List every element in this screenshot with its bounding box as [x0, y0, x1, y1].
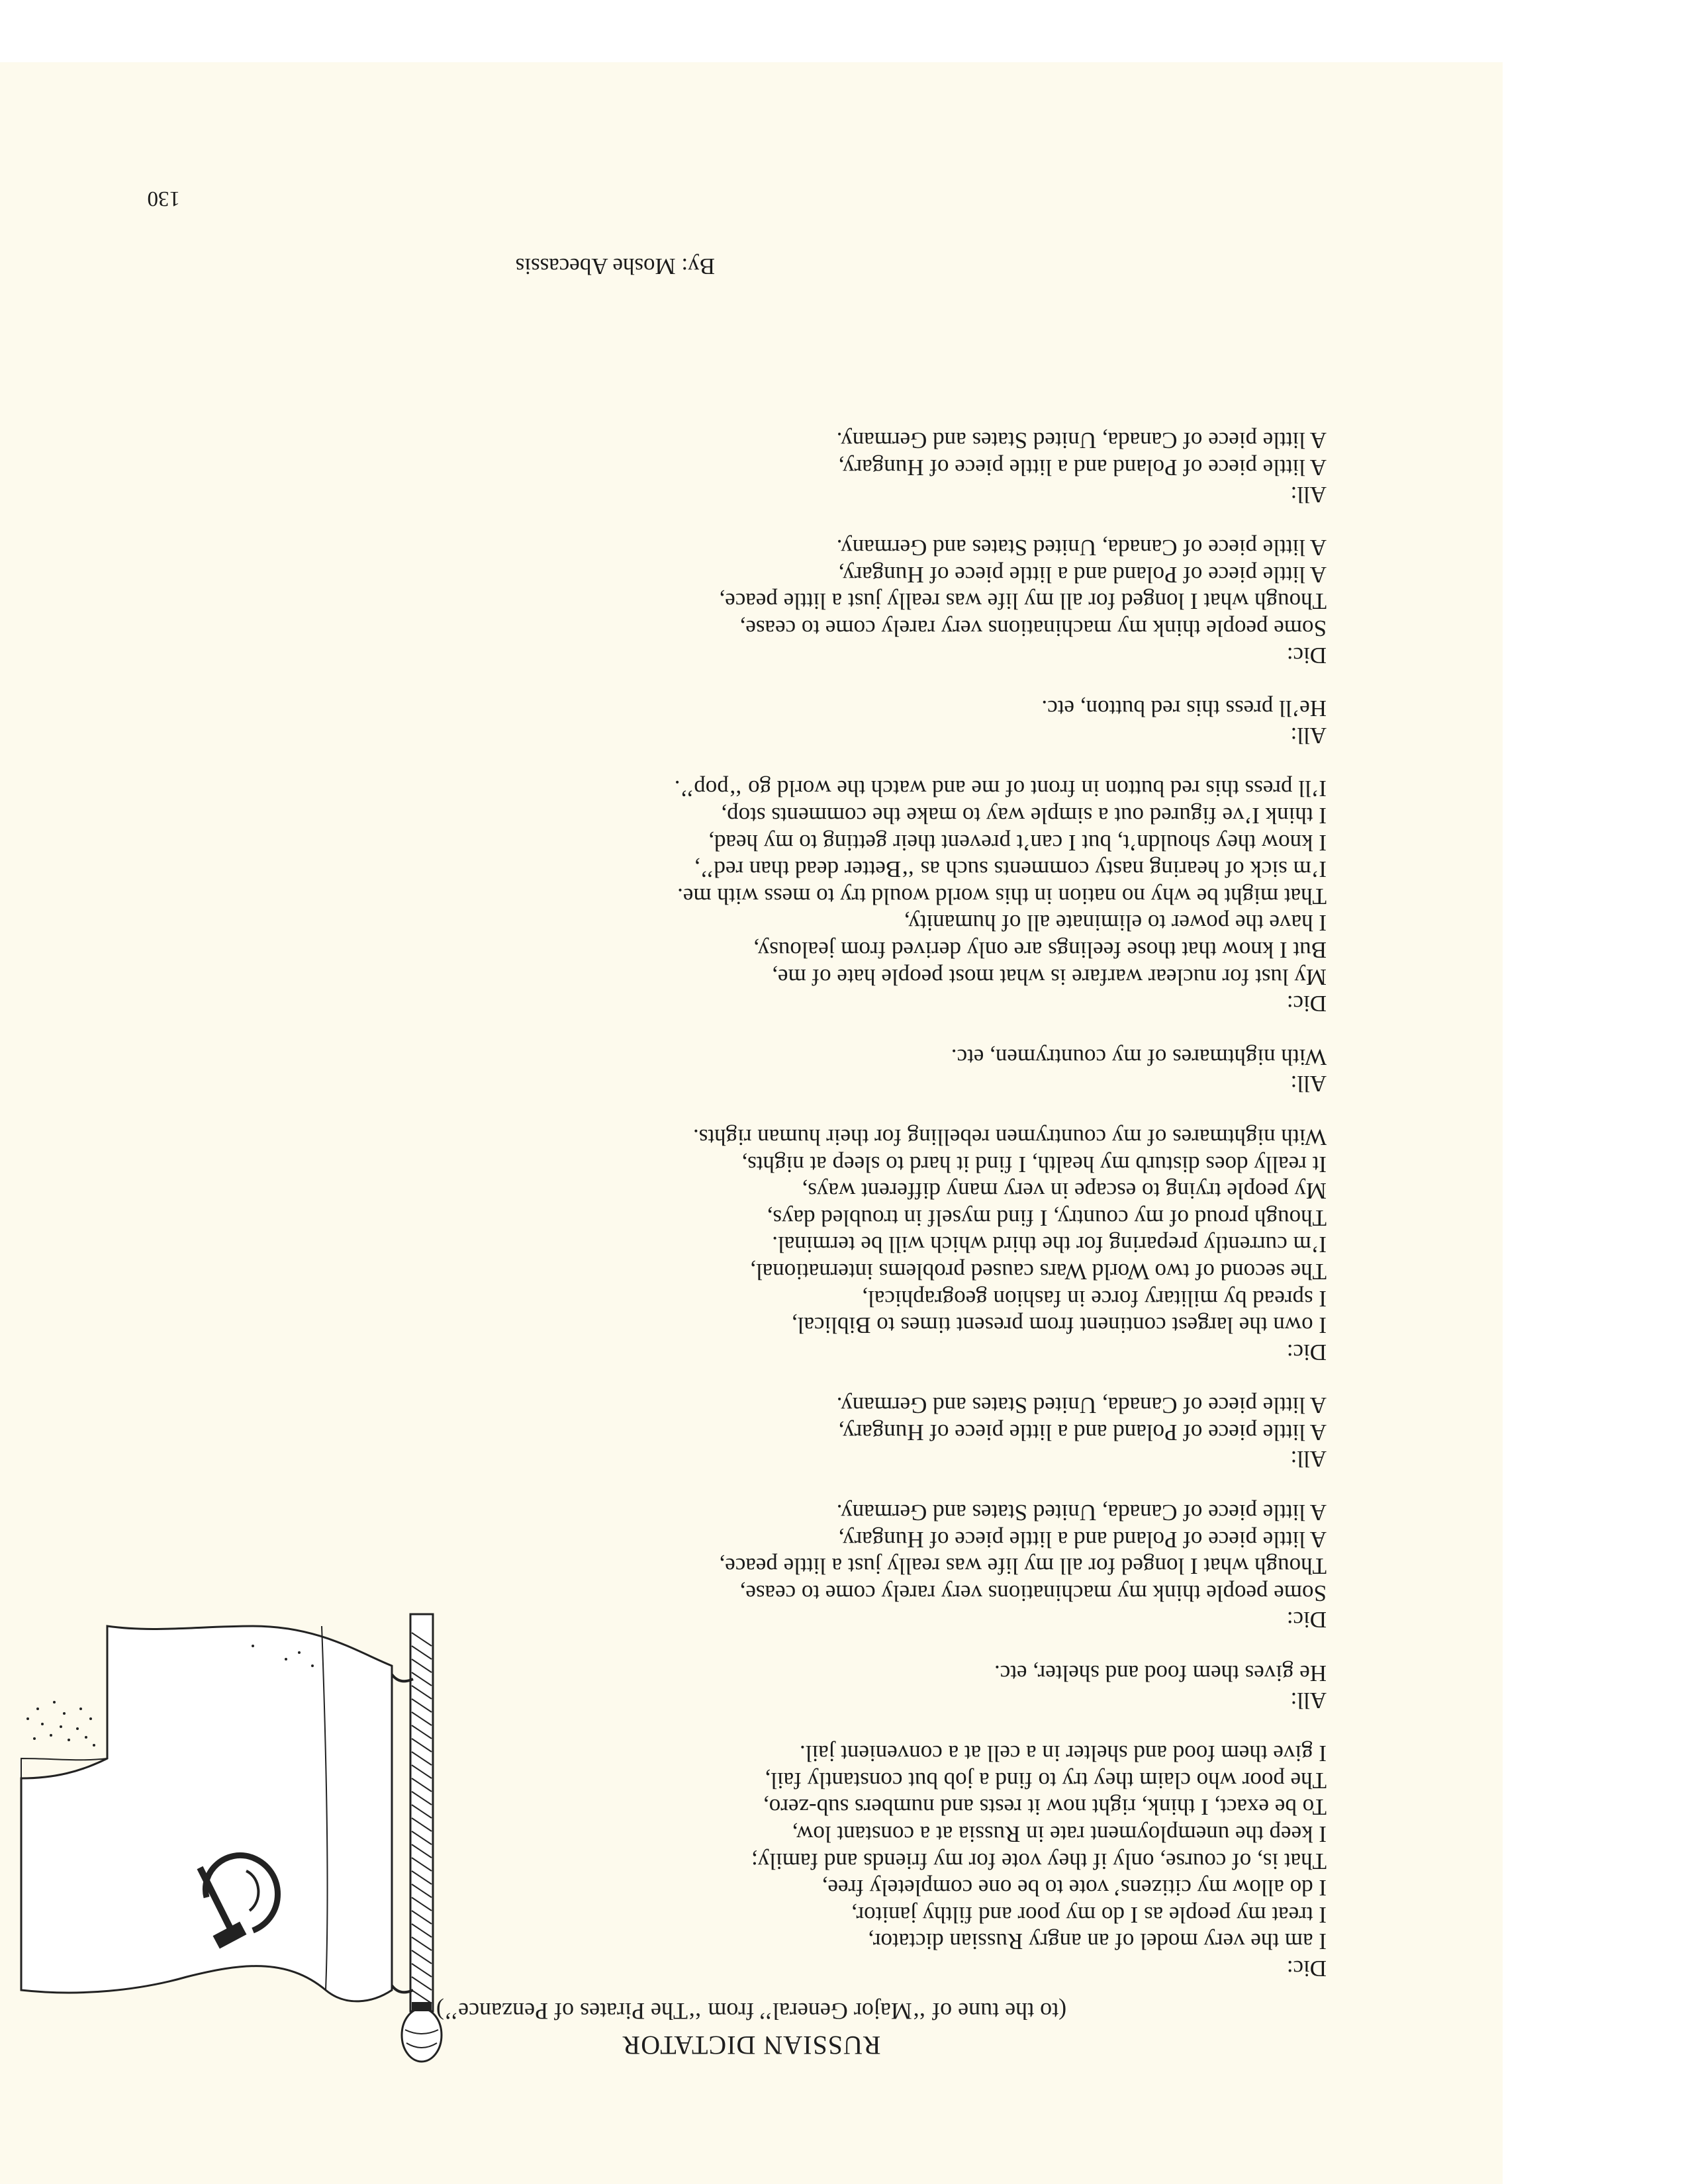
lyric-line: I treat my people as I do my poor and filthy janitor,: [851, 1901, 1327, 1928]
lyric-line: That might be why no nation in this world would try to mess with me.: [677, 883, 1327, 909]
lyric-line: He’ll press this red button, etc.: [1041, 696, 1327, 722]
speaker-label: All:: [1290, 1687, 1327, 1713]
lyric-line: My lust for nuclear warfare is what most people hate of me,: [772, 964, 1327, 990]
speaker-label: Dic:: [1286, 642, 1327, 668]
lyric-line: My people trying to escape in very many different ways,: [802, 1178, 1327, 1205]
lyric-line: I’ll press this red button in front of me and watch the world go ‘‘pop’’.: [674, 776, 1327, 802]
lyric-line: With nightmares of my countrymen rebelling for their human rights.: [693, 1124, 1327, 1150]
lyric-line: Though what I longed for all my life was really just a little peace,: [719, 588, 1327, 615]
lyric-line: That is, of course, only if they vote for my friends and family;: [751, 1848, 1327, 1874]
chorus-block: [69, 1043, 1327, 1097]
lyric-line: He gives them food and shelter, etc.: [994, 1661, 1327, 1687]
lyric-line: I’m sick of hearing nasty comments such as ‘‘Better dead than red’’,: [694, 856, 1327, 883]
poem-title: RUSSIAN DICTATOR: [622, 2030, 881, 2060]
speaker-label: Dic:: [1286, 991, 1327, 1017]
lyric-line: I do allow my citizens’ vote to be one completely free,: [821, 1875, 1327, 1901]
lyric-line: A little piece of Canada, United States and Germany.: [836, 535, 1327, 561]
lyric-line: A little piece of Canada, United States and Germany.: [836, 1500, 1327, 1526]
lyric-line: Some people think my machinations very rarely come to cease,: [739, 1580, 1327, 1606]
verse-block: [69, 1499, 1327, 1633]
speaker-label: All:: [1290, 722, 1327, 749]
rotated-page-content: [0, 62, 1503, 2184]
lyric-line: Though what I longed for all my life was really just a little peace,: [719, 1553, 1327, 1580]
verse-block: [69, 534, 1327, 668]
lyric-line: I have the power to eliminate all of humanity,: [904, 910, 1327, 936]
speaker-label: Dic:: [1286, 1956, 1327, 1981]
lyric-line: I give them food and shelter in a cell at a convenient jail.: [800, 1741, 1327, 1767]
lyric-line: Though proud of my country, I find myself in troubled days,: [767, 1205, 1327, 1231]
lyric-line: I am the very model of an angry Russian dictator,: [868, 1929, 1327, 1955]
speaker-label: All:: [1290, 481, 1327, 508]
chorus-block: [69, 1392, 1327, 1473]
chorus-block: [69, 1659, 1327, 1713]
chorus-block: [69, 695, 1327, 749]
lyric-line: I’m currently preparing for the third which will be terminal.: [772, 1232, 1327, 1258]
lyric-line: A little piece of Poland and a little piece of Hungary,: [838, 561, 1327, 588]
lyric-line: A little piece of Canada, United States and Germany.: [836, 428, 1327, 454]
speaker-label: All:: [1290, 1446, 1327, 1473]
lyric-line: A little piece of Poland and a little piece of Hungary,: [838, 1526, 1327, 1553]
speaker-label: Dic:: [1286, 1339, 1327, 1365]
lyrics-body: [69, 400, 1327, 1981]
page-number: 130: [147, 187, 180, 210]
verse-block: [69, 1123, 1327, 1365]
lyric-line: A little piece of Poland and a little piece of Hungary,: [838, 1419, 1327, 1445]
lyric-line: It really does disturb my health, I find it hard to sleep at nights,: [741, 1151, 1327, 1177]
lyric-line: A little piece of Poland and a little piece of Hungary,: [838, 455, 1327, 481]
lyric-line: I think I’ve figured out a simple way to make the comments stop,: [721, 803, 1327, 829]
lyric-line: I own the largest continent from present times to Biblical,: [791, 1312, 1327, 1339]
lyric-line: Some people think my machinations very rarely come to cease,: [739, 615, 1327, 642]
lyric-line: A little piece of Canada, United States and Germany.: [836, 1392, 1327, 1419]
author-byline: By: Moshe Abecassis: [515, 253, 715, 279]
lyric-line: I keep the unemployment rate in Russia at a constant low,: [792, 1821, 1327, 1848]
speaker-label: All:: [1290, 1071, 1327, 1097]
lyric-line: But I know that those feelings are only derived from jealousy,: [753, 937, 1327, 963]
verse-block: [69, 775, 1327, 1017]
lyric-line: The second of two World Wars caused problems international,: [750, 1258, 1327, 1285]
poem-subtitle: (to the tune of ‘‘Major General’’ from ‘‘The Pirates of Penzance’’): [436, 1998, 1067, 2025]
lyric-line: I spread by military force in fashion geographical,: [862, 1285, 1327, 1312]
lyric-line: With nightmares of my countrymen, etc.: [951, 1044, 1327, 1070]
lyric-line: I know they shouldn’t, but I can’t prevent their getting to my head,: [708, 829, 1327, 856]
scanned-page: [0, 62, 1503, 2184]
verse-block: [69, 1740, 1327, 1981]
lyric-line: To be exact, I think, right now it rests and numbers sub-zero,: [763, 1794, 1327, 1821]
speaker-label: Dic:: [1286, 1607, 1327, 1633]
chorus-block: [69, 427, 1327, 508]
lyric-line: The poor who claim they try to find a job but constantly fail,: [765, 1767, 1327, 1794]
